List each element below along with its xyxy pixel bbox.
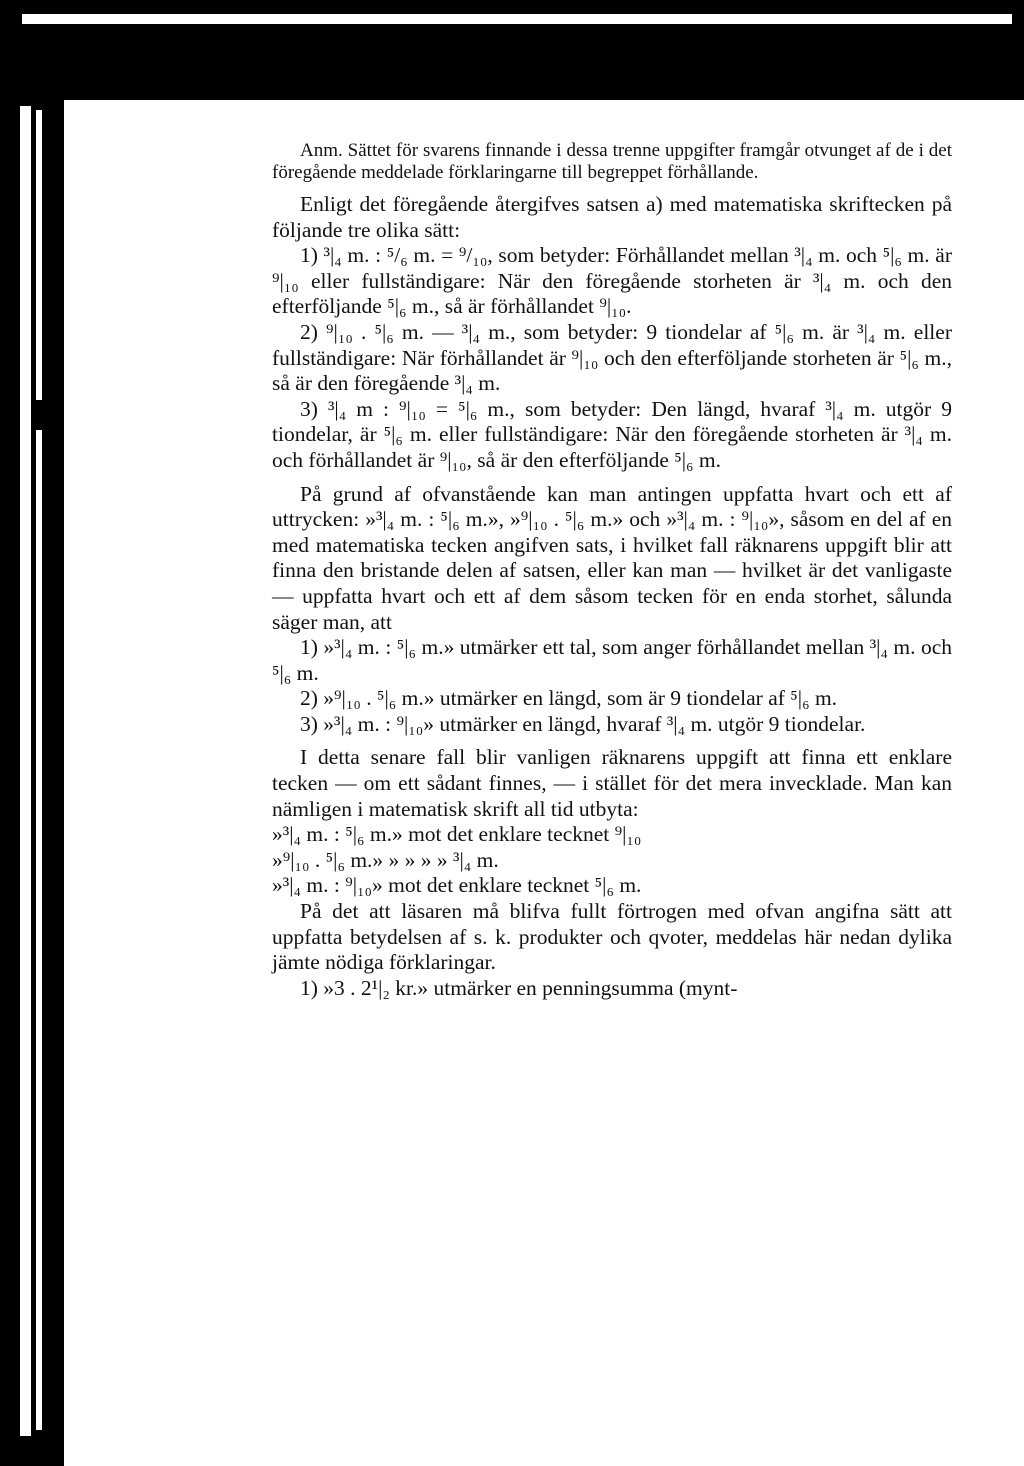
text-line: Enligt det föregående återgifves satsen a) med matematiska skriftecken på följande tre olika sätt:	[272, 192, 952, 242]
text-line: 1) »3 . 2¹|₂ kr.» utmärker en penningsumma (mynt-	[300, 975, 738, 1000]
text-line: »³|₄ m. : ⁵|₆ m.» mot det enklare tecknet ⁹|₁₀	[272, 822, 642, 847]
paragraph-p4	[272, 397, 952, 474]
text-line: 3) »³|₄ m. : ⁹|₁₀» utmärker en längd, hvaraf ³|₄ m. utgör 9 tiondelar.	[300, 711, 866, 736]
paragraph-p3	[272, 320, 952, 397]
paragraph-p1	[272, 192, 952, 243]
text-line: På det att läsaren må blifva fullt förtrogen med ofvan angifna sätt att uppfatta betydelsen af s. k. produkter och qvoter, meddelas här nedan dylika jämte nödiga förklaringar.	[272, 899, 952, 975]
paragraph-p12	[272, 976, 952, 1002]
scan-left-edge-inner-lower	[36, 430, 42, 1430]
paragraph-p9	[272, 745, 952, 822]
paragraph-anm	[272, 140, 952, 184]
paragraph-p5	[272, 482, 952, 636]
text-line: 1) »³|₄ m. : ⁵|₆ m.» utmärker ett tal, som anger förhållandet mellan ³|₄ m. och ⁵|₆ m.	[272, 635, 952, 685]
text-line: »³|₄ m. : ⁹|₁₀» mot det enklare tecknet ⁵|₆ m.	[272, 873, 642, 898]
text-line: 2) ⁹|₁₀ . ⁵|₆ m. — ³|₄ m., som betyder: 9 tiondelar af ⁵|₆ m. är ³|₄ m. eller fullständigare: När förhållandet är ⁹|₁₀ och den efterföljande storheten är ⁵|₆ m., så är den föregående ³|₄ m.	[272, 319, 952, 396]
paragraph-p6	[272, 635, 952, 686]
text-line: 1) ³|₄ m. : ⁵/₆ m. = ⁹/₁₀, som betyder: Förhållandet mellan ³|₄ m. och ⁵|₆ m. är ⁹|₁₀ eller fullständigare: När den föregående storheten är ³|₄ m. och den efterföljande ⁵|₆ m., så är förhållandet ⁹|₁₀.	[272, 243, 952, 319]
text-line: 2) »⁹|₁₀ . ⁵|₆ m.» utmärker en längd, som är 9 tiondelar af ⁵|₆ m.	[300, 686, 838, 711]
book-page	[64, 100, 1024, 1466]
paragraph-p10	[272, 822, 952, 899]
scan-top-edge	[22, 14, 1012, 24]
paragraph-p11	[272, 899, 952, 976]
page-text	[272, 140, 952, 1001]
scan-left-edge-inner-upper	[36, 110, 42, 400]
paragraph-p7	[272, 686, 952, 712]
text-line: »⁹|₁₀ . ⁵|₆ m.» » » » » ³|₄ m.	[272, 847, 499, 872]
text-line: I detta senare fall blir vanligen räknarens uppgift att finna ett enklare tecken — om ett sådant finnes, — i stället för det mera invecklade. Man kan nämligen i matematisk skrift all tid utbyta:	[272, 745, 952, 821]
paragraph-p2	[272, 243, 952, 320]
text-line: Anm. Sättet för svarens finnande i dessa trenne uppgifter framgår otvunget af de i det föregående meddelade förklaringarne till begreppet förhållande.	[272, 140, 952, 183]
text-line: På grund af ofvanstående kan man antingen uppfatta hvart och ett af uttrycken: »³|₄ m. : ⁵|₆ m.», »⁹|₁₀ . ⁵|₆ m.» och »³|₄ m. : ⁹|₁₀», såsom en del af en med matematiska tecken angifven sats, i hvilket fall räknarens uppgift blir att finna den bristande delen af satsen, eller kan man — hvilket är det vanligaste — uppfatta hvart och ett af dem såsom tecken för en enda storhet, sålunda säger man, att	[272, 481, 952, 634]
text-line: 3) ³|₄ m : ⁹|₁₀ = ⁵|₆ m., som betyder: Den längd, hvaraf ³|₄ m. utgör 9 tiondelar, är ⁵|₆ m. eller fullständigare: När den föregående storheten är ³|₄ m. och förhållandet är ⁹|₁₀, så är den efterföljande ⁵|₆ m.	[272, 396, 952, 472]
scan-left-edge	[20, 106, 31, 1436]
paragraph-p8	[272, 712, 952, 738]
